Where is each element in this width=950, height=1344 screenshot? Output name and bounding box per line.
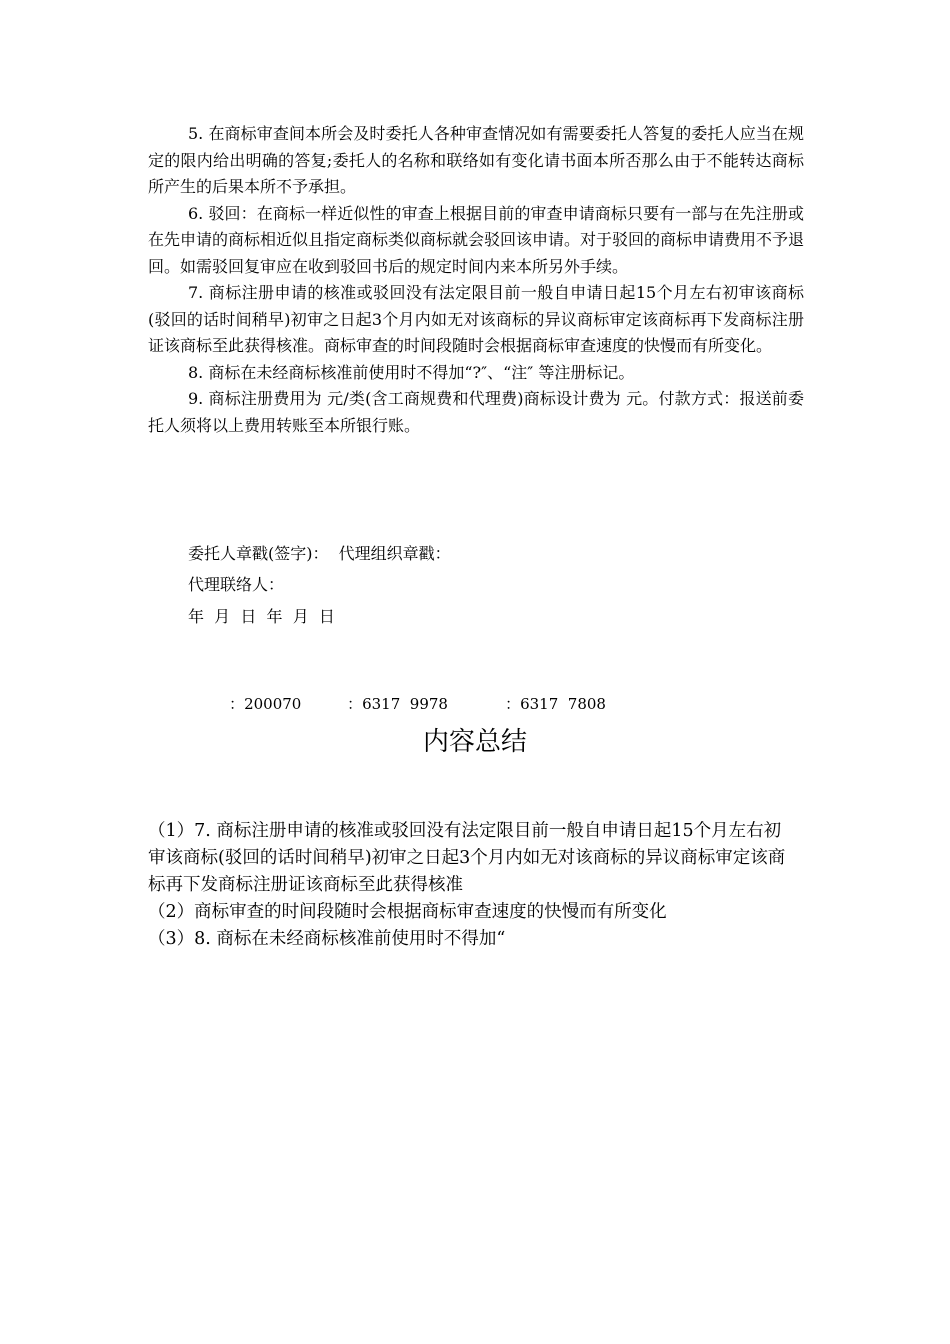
fax-number: ：6317 7808: [505, 695, 606, 713]
signature-line: 委托人章戳(签字)： 代理组织章戳：: [188, 544, 451, 563]
paragraph-5: 5. 在商标审查间本所会及时委托人各种审查情况如有需要委托人答复的委托人应当在规定的限内给出明确的答复;委托人的名称和联络如有变化请书面本所否那么由于不能转达商标所产生的后果本所不予承担。: [148, 124, 804, 196]
terms-section: [148, 121, 804, 439]
summary-list: [148, 818, 798, 953]
date-line: 年 月 日 年 月 日: [188, 607, 335, 626]
paragraph-9: 9. 商标注册费用为 元/类(含工商规费和代理费)商标设计费为 元。付款方式：报送前委托人须将以上费用转账至本所银行账。: [148, 389, 804, 435]
paragraph-8: 8. 商标在未经商标核准前使用时不得加“?″、“注″ 等注册标记。: [188, 362, 635, 382]
paragraph-7: 7. 商标注册申请的核准或驳回没有法定限目前一般自申请日起15个月左右初审该商标(驳回的话时间稍早)初审之日起3个月内如无对该商标的异议商标审定该商标再下发商标注册证该商标至此获得核准。商标审查的时间段随时会根据商标审查速度的快慢而有所变化。: [148, 283, 804, 355]
paragraph-6: 6. 驳回：在商标一样近似性的审查上根据目前的审查申请商标只要有一部与在先注册或在先申请的商标相近似且指定商标类似商标就会驳回该申请。对于驳回的商标申请费用不予退回。如需驳回复审应在收到驳回书后的规定时间内来本所另外手续。: [148, 203, 805, 276]
summary-item-3: （3）8. 商标在未经商标核准前使用时不得加“: [148, 929, 506, 949]
postcode: ：200070: [229, 695, 302, 713]
summary-item-2: （2）商标审查的时间段随时会根据商标审查速度的快慢而有所变化: [148, 902, 667, 922]
phone-number: ：6317 9978: [347, 695, 448, 713]
summary-item-1: （1）7. 商标注册申请的核准或驳回没有法定限目前一般自申请日起15个月左右初审该商标(驳回的话时间稍早)初审之日起3个月内如无对该商标的异议商标审定该商标再下发商标注册证该商标至此获得核准: [148, 821, 786, 895]
agent-contact-line: 代理联络人：: [188, 575, 285, 594]
summary-title: 内容总结: [422, 727, 527, 757]
